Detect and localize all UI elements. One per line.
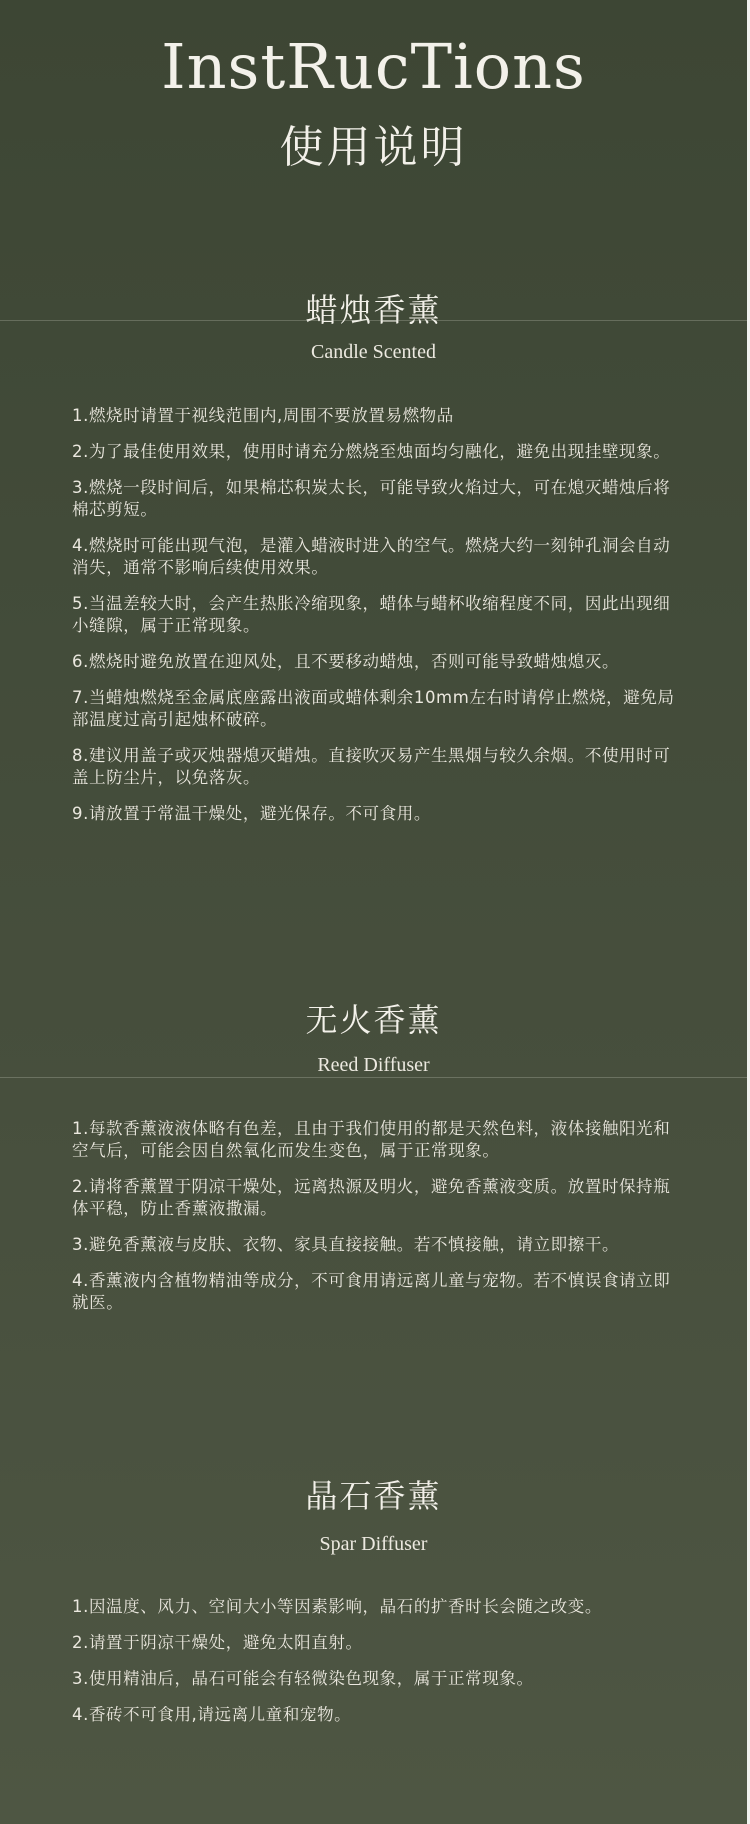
candle-section-title-en: Candle Scented (311, 341, 436, 363)
list-item: 3.使用精油后，晶石可能会有轻微染色现象，属于正常现象。 (72, 1669, 534, 1688)
list-item: 2.为了最佳使用效果，使用时请充分燃烧至烛面均匀融化，避免出现挂壁现象。 (72, 442, 671, 461)
list-item: 9.请放置于常温干燥处，避光保存。不可食用。 (72, 804, 431, 823)
spar-instructions-list (72, 1596, 682, 1740)
list-item: 2.请置于阴凉干燥处，避免太阳直射。 (72, 1633, 363, 1652)
candle-section-title-cn: 蜡烛香薰 (305, 291, 442, 329)
list-item: 5.当温差较大时，会产生热胀冷缩现象，蜡体与蜡杯收缩程度不同，因此出现细小缝隙，属于正常现象。 (72, 594, 671, 635)
list-item: 3.燃烧一段时间后，如果棉芯积炭太长，可能导致火焰过大，可在熄灭蜡烛后将棉芯剪短。 (72, 478, 671, 519)
page-title-en: InstRucTions (161, 30, 586, 103)
list-item: 4.香砖不可食用,请远离儿童和宠物。 (72, 1705, 352, 1724)
list-item: 2.请将香薰置于阴凉干燥处，远离热源及明火，避免香薰液变质。放置时保持瓶体平稳，防止香薰液撒漏。 (72, 1177, 671, 1218)
spar-section-title-cn: 晶石香薰 (305, 1477, 442, 1515)
list-item: 4.燃烧时可能出现气泡，是灌入蜡液时进入的空气。燃烧大约一刻钟孔洞会自动消失，通常不影响后续使用效果。 (72, 536, 671, 577)
reed-instructions-list (72, 1118, 682, 1328)
page-title-cn: 使用说明 (279, 122, 468, 173)
list-item: 6.燃烧时避免放置在迎风处，且不要移动蜡烛，否则可能导致蜡烛熄灭。 (72, 652, 620, 671)
spar-section-title-en: Spar Diffuser (319, 1533, 428, 1555)
list-item: 8.建议用盖子或灭烛器熄灭蜡烛。直接吹灭易产生黑烟与较久余烟。不使用时可盖上防尘片，以免落灰。 (72, 746, 671, 787)
list-item: 1.每款香薰液液体略有色差，且由于我们使用的都是天然色料，液体接触阳光和空气后，可能会因自然氧化而发生变色，属于正常现象。 (72, 1119, 671, 1160)
list-item: 7.当蜡烛燃烧至金属底座露出液面或蜡体剩余10mm左右时请停止燃烧，避免局部温度过高引起烛杯破碎。 (72, 688, 675, 729)
list-item: 4.香薰液内含植物精油等成分，不可食用请远离儿童与宠物。若不慎误食请立即就医。 (72, 1271, 671, 1312)
candle-instructions-list (72, 405, 682, 839)
reed-section-title-en: Reed Diffuser (317, 1054, 430, 1076)
reed-section-divider (0, 1077, 747, 1078)
candle-section-divider (0, 320, 747, 321)
list-item: 1.因温度、风力、空间大小等因素影响，晶石的扩香时长会随之改变。 (72, 1597, 602, 1616)
list-item: 3.避免香薰液与皮肤、衣物、家具直接接触。若不慎接触，请立即擦干。 (72, 1235, 620, 1254)
list-item: 1.燃烧时请置于视线范围内,周围不要放置易燃物品 (72, 406, 454, 425)
reed-section-title-cn: 无火香薰 (305, 1001, 442, 1039)
